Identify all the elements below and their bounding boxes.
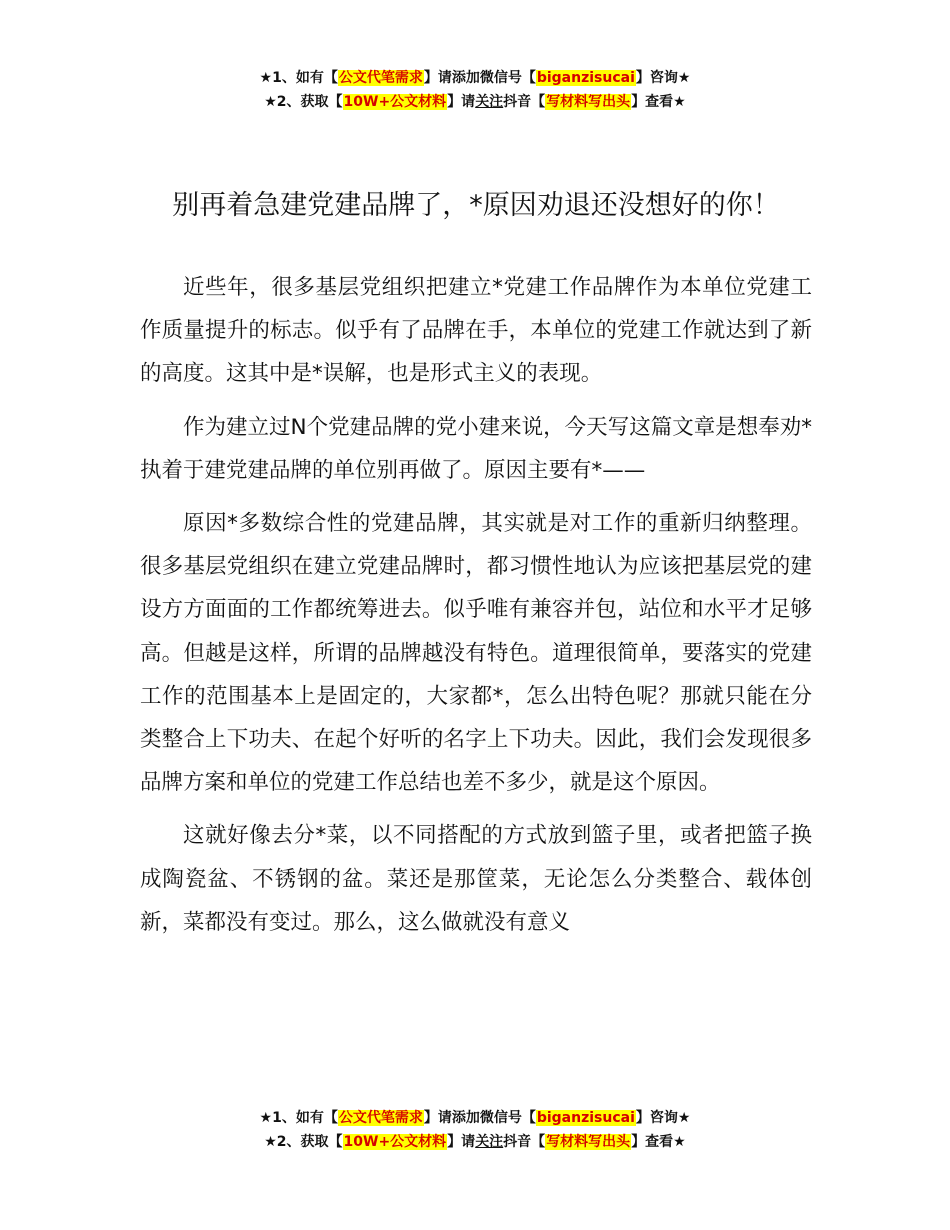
promo-line-2-suffix: 】查看★ (631, 94, 686, 110)
footer-promo-banner (0, 1106, 950, 1154)
promo-highlight-wechat-id: biganzisucai (536, 1110, 635, 1126)
promo-line-2-prefix: ★2、获取【 (264, 1134, 343, 1150)
promo-line-2-mid: 】请 (447, 1134, 476, 1150)
promo-highlight-douyin: 写材料写出头 (546, 94, 631, 110)
article-paragraph: 近些年，很多基层党组织把建立*党建工作品牌作为本单位党建工作质量提升的标志。似乎有了品牌在手，本单位的党建工作就达到了新的高度。这其中是*误解，也是形式主义的表现。 (140, 275, 812, 387)
promo-line-2-suffix: 】查看★ (631, 1134, 686, 1150)
promo-line-2 (0, 1130, 950, 1154)
promo-highlight-service: 公文代笔需求 (338, 70, 423, 86)
promo-line-2-prefix: ★2、获取【 (264, 94, 343, 110)
promo-highlight-materials: 10W+公文材料 (343, 1134, 447, 1150)
promo-line-1-prefix: ★1、如有【 (259, 1110, 338, 1126)
promo-underline-follow: 关注 (475, 94, 504, 110)
promo-line-1-mid: 】请添加微信号【 (423, 70, 536, 86)
promo-line-1-suffix: 】咨询★ (635, 1110, 691, 1126)
promo-line-2-mid: 】请 (447, 94, 476, 110)
promo-line-1 (0, 66, 950, 90)
article-paragraph: 原因*多数综合性的党建品牌，其实就是对工作的重新归纳整理。很多基层党组织在建立党建品牌时，都习惯性地认为应该把基层党的建设方方面面的工作都统筹进去。似乎唯有兼容并包，站位和水平才足够高。但越是这样，所谓的品牌越没有特色。道理很简单，要落实的党建工作的范围基本上是固定的，大家都*，怎么出特色呢？那就只能在分类整合上下功夫、在起个好听的名字上下功夫。因此，我们会发现很多品牌方案和单位的党建工作总结也差不多少，就是这个原因。 (140, 511, 812, 796)
promo-line-1-suffix: 】咨询★ (635, 70, 691, 86)
promo-highlight-wechat-id: biganzisucai (536, 70, 635, 86)
article-body (140, 266, 812, 954)
header-promo-banner (0, 66, 950, 114)
promo-highlight-service: 公文代笔需求 (338, 1110, 423, 1126)
promo-highlight-douyin: 写材料写出头 (546, 1134, 631, 1150)
promo-line-1-prefix: ★1、如有【 (259, 70, 338, 86)
promo-line-2-mid2: 抖音【 (503, 1134, 546, 1150)
promo-line-2 (0, 90, 950, 114)
promo-highlight-materials: 10W+公文材料 (343, 94, 447, 110)
article-title: 别再着急建党建品牌了，*原因劝退还没想好的你！ (172, 190, 780, 222)
promo-line-1 (0, 1106, 950, 1130)
article-paragraph: 这就好像去分*菜，以不同搭配的方式放到篮子里，或者把篮子换成陶瓷盆、不锈钢的盆。菜还是那筐菜，无论怎么分类整合、载体创新，菜都没有变过。那么，这么做就没有意义 (140, 823, 812, 935)
promo-line-1-mid: 】请添加微信号【 (423, 1110, 536, 1126)
promo-underline-follow: 关注 (475, 1134, 504, 1150)
promo-line-2-mid2: 抖音【 (503, 94, 546, 110)
article-paragraph: 作为建立过N个党建品牌的党小建来说，今天写这篇文章是想奉劝*执着于建党建品牌的单位别再做了。原因主要有*—— (140, 414, 812, 483)
